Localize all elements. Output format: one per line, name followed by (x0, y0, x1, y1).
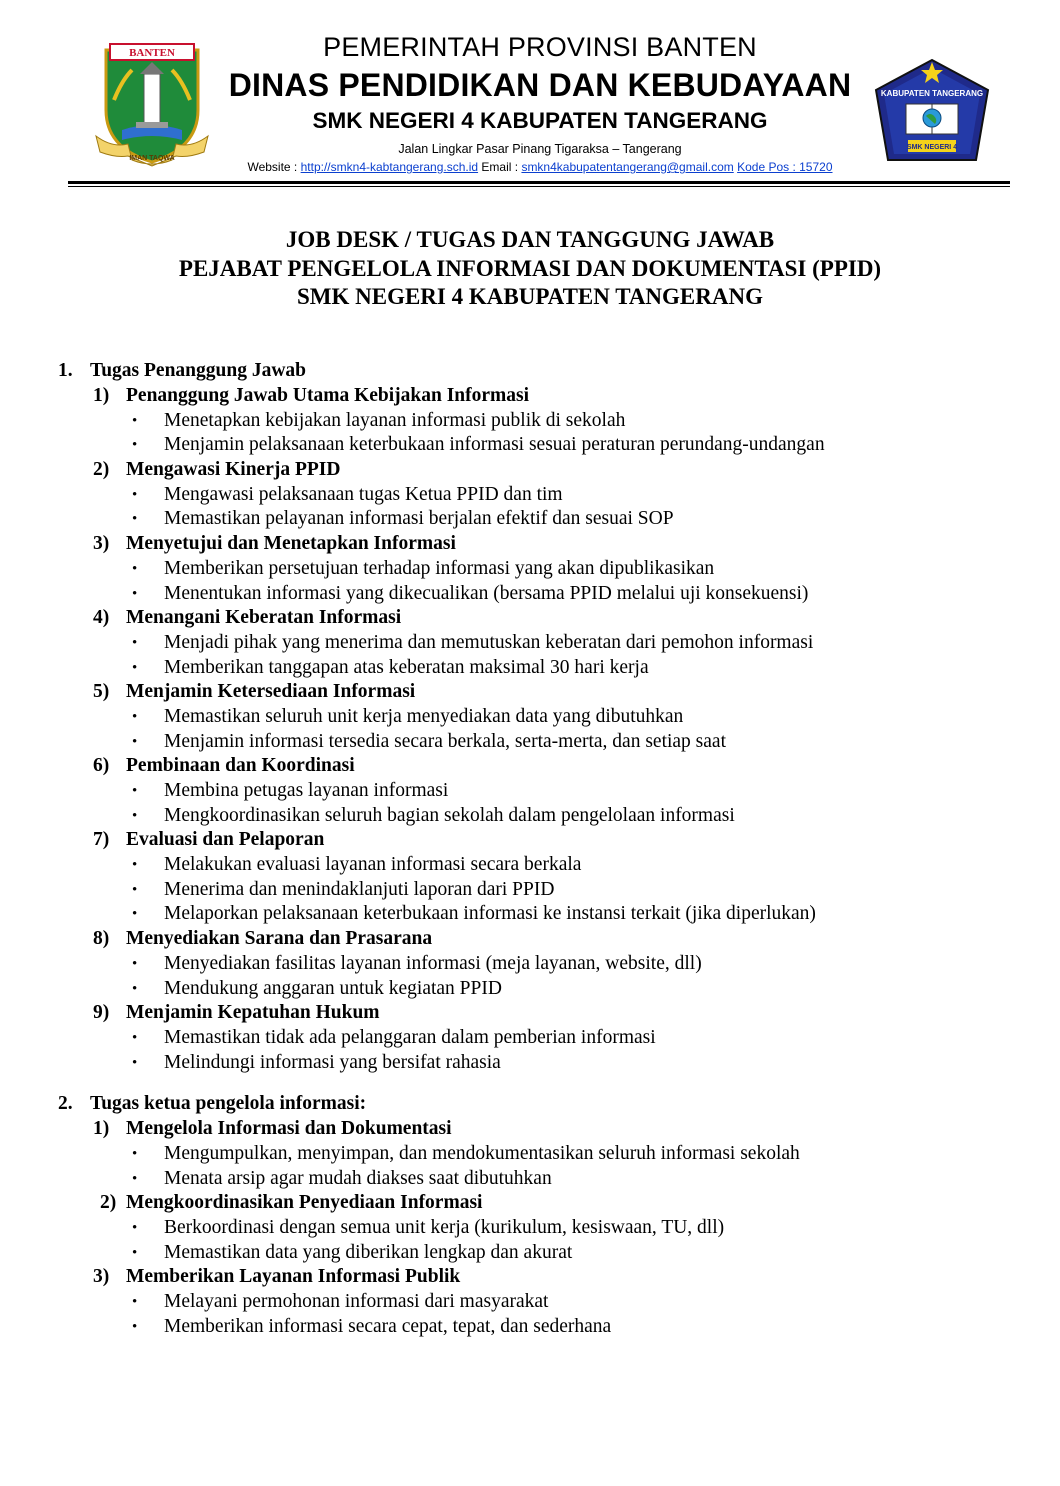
bullet-dot-icon: • (132, 906, 138, 923)
duty-item-number: 2) (93, 459, 110, 481)
duty-item-number: 5) (93, 681, 110, 703)
bullet-text: Menjadi pihak yang menerima dan memutuskan keberatan dari pemohon informasi (164, 631, 814, 653)
email-label: Email : (481, 160, 519, 174)
email-link[interactable]: smkn4kabupatentangerang@gmail.com (521, 160, 734, 174)
bullet-item (0, 853, 1060, 878)
bullet-item (0, 507, 1060, 532)
svg-text:IMAN TAQWA: IMAN TAQWA (129, 155, 175, 162)
bullet-text: Memastikan tidak ada pelanggaran dalam pemberian informasi (164, 1026, 656, 1048)
bullet-dot-icon: • (132, 955, 138, 972)
section-number: 2. (58, 1093, 73, 1115)
bullet-text: Memastikan data yang diberikan lengkap dan akurat (164, 1241, 573, 1263)
bullet-text: Menerima dan menindaklanjuti laporan dari PPID (164, 878, 555, 900)
duty-item-heading (0, 606, 1060, 631)
document-title-line1: JOB DESK / TUGAS DAN TANGGUNG JAWAB (285, 227, 775, 252)
bullet-dot-icon: • (132, 1294, 138, 1311)
bullet-text: Menata arsip agar mudah diakses saat dibutuhkan (164, 1167, 552, 1189)
bullet-item (0, 631, 1060, 656)
duty-item-number: 8) (93, 928, 110, 950)
bullet-item (0, 804, 1060, 829)
bullet-item (0, 1315, 1060, 1340)
section-number: 1. (58, 360, 73, 381)
bullet-text: Memberikan persetujuan terhadap informasi yang akan dipublikasikan (164, 557, 715, 579)
bullet-dot-icon: • (132, 783, 138, 799)
bullet-item (0, 1241, 1060, 1266)
bullet-item (0, 582, 1060, 607)
letterhead (0, 0, 1060, 190)
bullet-text: Menjamin pelaksanaan keterbukaan informasi sesuai peraturan perundang-undangan (164, 434, 825, 456)
duty-item-number: 9) (93, 1002, 110, 1024)
bullet-dot-icon: • (132, 412, 138, 429)
letterhead-rule-thin (68, 186, 1010, 187)
letterhead-government: PEMERINTAH PROVINSI BANTEN (323, 32, 757, 62)
bullet-dot-icon: • (132, 1244, 138, 1261)
duty-item-heading (0, 458, 1060, 483)
bullet-item (0, 779, 1060, 804)
letterhead-school: SMK NEGERI 4 KABUPATEN TANGERANG (312, 108, 768, 133)
duty-item-heading (0, 1001, 1060, 1026)
svg-text:KABUPATEN TANGERANG: KABUPATEN TANGERANG (880, 89, 984, 98)
duty-item-title: Mengelola Informasi dan Dokumentasi (126, 1118, 452, 1140)
bullet-dot-icon: • (132, 486, 138, 503)
bullet-item (0, 730, 1060, 755)
bullet-item (0, 878, 1060, 903)
bullet-item (0, 1051, 1060, 1076)
letterhead-agency: DINAS PENDIDIKAN DAN KEBUDAYAAN (228, 67, 852, 103)
section-heading (0, 358, 1060, 384)
duty-item-number: 2) (100, 1192, 117, 1214)
bullet-dot-icon: • (132, 1029, 138, 1046)
section-title: Tugas Penanggung Jawab (90, 360, 307, 381)
bullet-dot-icon: • (132, 659, 138, 676)
bullet-item (0, 433, 1060, 458)
bullet-text: Melakukan evaluasi layanan informasi secara berkala (164, 854, 582, 876)
bullet-text: Mengawasi pelaksanaan tugas Ketua PPID dan tim (164, 483, 563, 505)
bullet-item (0, 952, 1060, 977)
duty-item-number: 1) (93, 385, 110, 406)
website-link[interactable]: http://smkn4-kabtangerang.sch.id (300, 160, 479, 174)
duty-item-heading (0, 927, 1060, 952)
banten-province-emblem-icon (92, 40, 212, 168)
bullet-dot-icon: • (132, 1170, 138, 1187)
bullet-dot-icon: • (132, 980, 138, 997)
duty-item-title: Menjamin Ketersediaan Informasi (126, 681, 416, 703)
bullet-text: Berkoordinasi dengan semua unit kerja (kurikulum, kesiswaan, TU, dll) (164, 1217, 725, 1238)
bullet-dot-icon: • (132, 634, 138, 651)
bullet-text: Membina petugas layanan informasi (164, 780, 449, 801)
duty-item-title: Memberikan Layanan Informasi Publik (126, 1266, 461, 1288)
bullet-item (0, 483, 1060, 508)
duty-item-heading (0, 828, 1060, 853)
bullet-item (0, 902, 1060, 927)
document-title-line2: PEJABAT PENGELOLA INFORMASI DAN DOKUMENTASI (PPID) (178, 256, 882, 281)
bullet-item (0, 977, 1060, 1002)
duty-item-title: Pembinaan dan Koordinasi (126, 755, 355, 777)
bullet-text: Melaporkan pelaksanaan keterbukaan informasi ke instansi terkait (jika diperlukan) (164, 903, 816, 925)
bullet-text: Memberikan tanggapan atas keberatan maksimal 30 hari kerja (164, 656, 649, 678)
duty-list (0, 358, 1060, 1339)
postal-code: Kode Pos : 15720 (737, 160, 833, 174)
duty-item-title: Menangani Keberatan Informasi (126, 607, 402, 629)
section-title: Tugas ketua pengelola informasi: (90, 1093, 367, 1115)
bullet-text: Melindungi informasi yang bersifat rahasia (164, 1051, 501, 1073)
duty-item-heading (0, 1191, 1060, 1216)
bullet-dot-icon: • (132, 585, 138, 602)
duty-item-number: 3) (93, 1266, 110, 1288)
bullet-dot-icon: • (132, 708, 138, 725)
duty-item-title: Menyediakan Sarana dan Prasarana (126, 928, 433, 950)
bullet-text: Menentukan informasi yang dikecualikan (bersama PPID melalui uji konsekuensi) (164, 582, 809, 604)
bullet-dot-icon: • (132, 807, 138, 824)
duty-item-heading (0, 532, 1060, 557)
bullet-dot-icon: • (132, 881, 138, 898)
letterhead-address: Jalan Lingkar Pasar Pinang Tigaraksa – Tangerang (398, 142, 682, 156)
section-gap (0, 1075, 1060, 1091)
letterhead-rule-thick (68, 181, 1010, 184)
bullet-dot-icon: • (132, 1318, 138, 1335)
bullet-item (0, 1142, 1060, 1167)
bullet-dot-icon: • (132, 733, 138, 750)
bullet-text: Mengkoordinasikan seluruh bagian sekolah dalam pengelolaan informasi (164, 804, 735, 826)
bullet-text: Memberikan informasi secara cepat, tepat, dan sederhana (164, 1315, 612, 1337)
duty-item-title: Menjamin Kepatuhan Hukum (126, 1002, 380, 1024)
duty-item-heading (0, 1265, 1060, 1290)
bullet-item (0, 1290, 1060, 1315)
bullet-dot-icon: • (132, 1220, 138, 1236)
duty-item-title: Mengkoordinasikan Penyediaan Informasi (126, 1192, 483, 1214)
bullet-text: Mendukung anggaran untuk kegiatan PPID (164, 977, 502, 999)
bullet-dot-icon: • (132, 437, 138, 454)
bullet-text: Memastikan seluruh unit kerja menyediakan data yang dibutuhkan (164, 705, 684, 727)
letterhead-contact (210, 160, 870, 174)
duty-item-heading (0, 384, 1060, 409)
bullet-item (0, 705, 1060, 730)
smkn4-school-emblem-icon (872, 56, 992, 166)
duty-item-title: Penanggung Jawab Utama Kebijakan Informasi (126, 385, 530, 406)
duty-item-heading (0, 680, 1060, 705)
bullet-item (0, 1167, 1060, 1192)
svg-text:SMK NEGERI 4: SMK NEGERI 4 (906, 144, 958, 151)
bullet-dot-icon: • (132, 857, 138, 874)
bullet-dot-icon: • (132, 1145, 138, 1162)
bullet-text: Menyediakan fasilitas layanan informasi (meja layanan, website, dll) (164, 952, 702, 974)
bullet-text: Menetapkan kebijakan layanan informasi publik di sekolah (164, 409, 626, 431)
bullet-text: Memastikan pelayanan informasi berjalan efektif dan sesuai SOP (164, 508, 674, 530)
duty-item-heading (0, 754, 1060, 779)
bullet-item (0, 656, 1060, 681)
website-label: Website : (247, 160, 298, 174)
document-title-line3: SMK NEGERI 4 KABUPATEN TANGERANG (296, 284, 763, 309)
bullet-dot-icon: • (132, 560, 138, 577)
bullet-text: Melayani permohonan informasi dari masyarakat (164, 1291, 549, 1313)
bullet-item (0, 409, 1060, 434)
duty-item-title: Mengawasi Kinerja PPID (126, 459, 341, 481)
duty-item-title: Evaluasi dan Pelaporan (126, 829, 325, 851)
duty-item-number: 6) (93, 755, 110, 777)
bullet-text: Menjamin informasi tersedia secara berkala, serta-merta, dan setiap saat (164, 730, 726, 752)
bullet-item (0, 557, 1060, 582)
bullet-dot-icon: • (132, 511, 138, 528)
bullet-text: Mengumpulkan, menyimpan, dan mendokumentasikan seluruh informasi sekolah (164, 1142, 800, 1164)
duty-item-number: 1) (93, 1118, 110, 1140)
bullet-item (0, 1216, 1060, 1241)
duty-item-number: 3) (93, 533, 110, 555)
bullet-dot-icon: • (132, 1054, 138, 1071)
duty-item-number: 4) (93, 607, 110, 629)
bullet-item (0, 1026, 1060, 1051)
section-heading (0, 1091, 1060, 1117)
duty-item-heading (0, 1117, 1060, 1142)
svg-text:BANTEN: BANTEN (129, 47, 175, 59)
duty-item-number: 7) (93, 829, 110, 851)
duty-item-title: Menyetujui dan Menetapkan Informasi (126, 533, 456, 555)
